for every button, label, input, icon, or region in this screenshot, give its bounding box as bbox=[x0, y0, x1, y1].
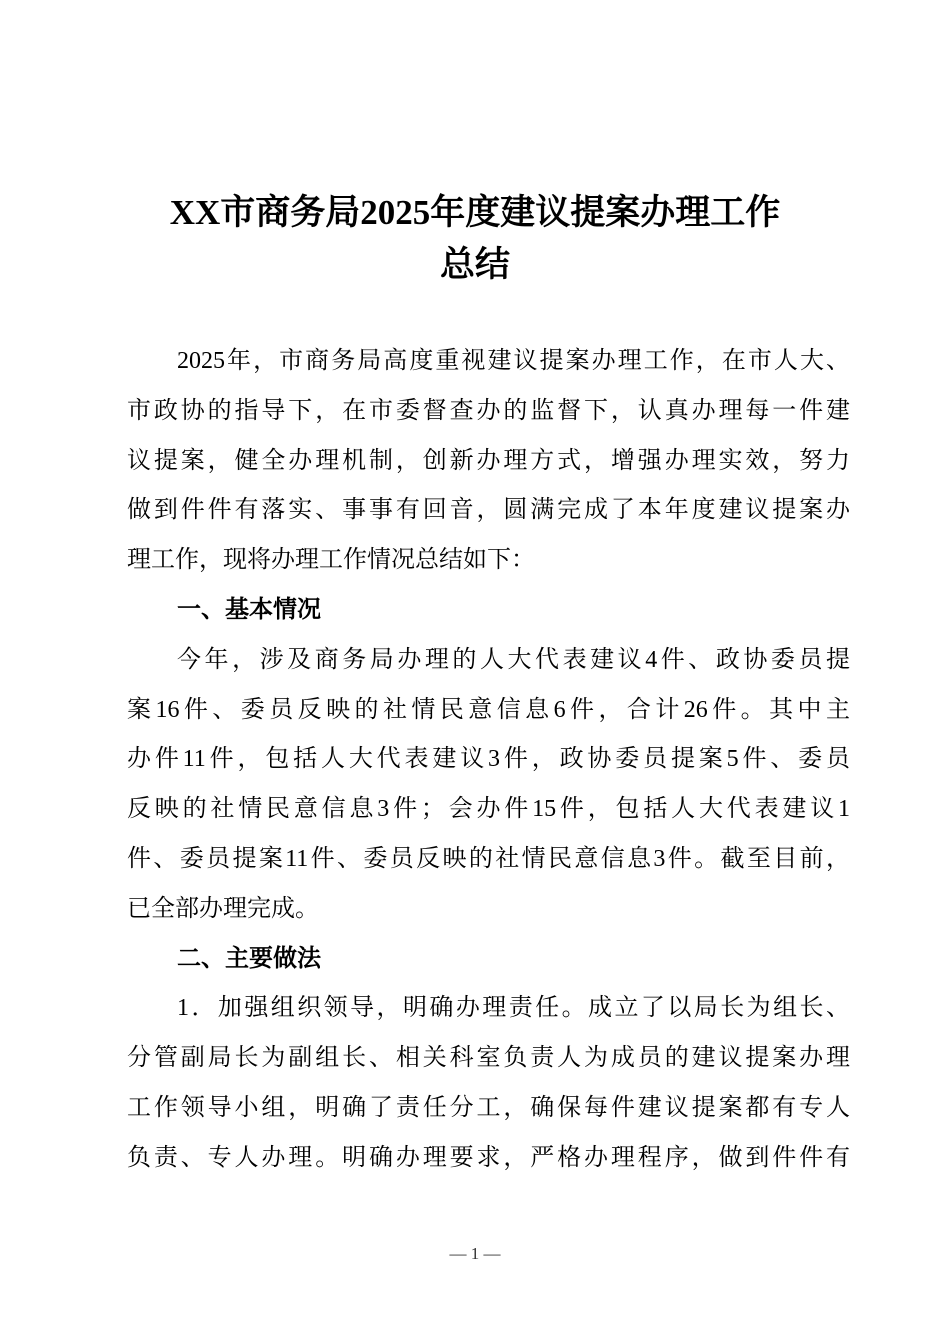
paragraph-line: 议提案，健全办理机制，创新办理方式，增强办理实效，努力 bbox=[127, 447, 850, 474]
paragraph-line: 工作领导小组，明确了责任分工，确保每件建议提案都有专人 bbox=[127, 1094, 850, 1121]
paragraph-line: 1．加强组织领导，明确办理责任。成立了以局长为组长、 bbox=[177, 995, 850, 1022]
paragraph-line: 今年，涉及商务局办理的人大代表建议4件、政协委员提 bbox=[177, 646, 850, 673]
paragraph-line: 分管副局长为副组长、相关科室负责人为成员的建议提案办理 bbox=[127, 1045, 850, 1072]
paragraph-line: 案16件、委员反映的社情民意信息6件，合计26件。其中主 bbox=[127, 696, 850, 723]
document-title-line-2: 总结 bbox=[439, 245, 510, 284]
document-body bbox=[127, 337, 850, 1184]
paragraph-line: 件、委员提案11件、委员反映的社情民意信息3件。截至目前， bbox=[127, 845, 850, 872]
section-heading: 一、基本情况 bbox=[177, 596, 321, 623]
page-number: — 1 — bbox=[449, 1244, 501, 1263]
paragraph-line: 做到件件有落实、事事有回音，圆满完成了本年度建议提案办 bbox=[127, 497, 850, 524]
section-heading: 二、主要做法 bbox=[177, 945, 321, 972]
paragraph-line: 市政协的指导下，在市委督查办的监督下，认真办理每一件建 bbox=[127, 397, 850, 424]
paragraph-line: 办件11件，包括人大代表建议3件，政协委员提案5件、委员 bbox=[127, 746, 850, 773]
paragraph-line: 反映的社情民意信息3件；会办件15件，包括人大代表建议1 bbox=[127, 796, 850, 823]
document-title-line-1: XX市商务局2025年度建议提案办理工作 bbox=[169, 193, 781, 232]
paragraph-line: 已全部办理完成。 bbox=[127, 895, 319, 922]
paragraph-line: 负责、专人办理。明确办理要求，严格办理程序，做到件件有 bbox=[127, 1144, 850, 1171]
paragraph-line: 2025年，市商务局高度重视建议提案办理工作，在市人大、 bbox=[177, 348, 850, 374]
paragraph-line: 理工作，现将办理工作情况总结如下： bbox=[127, 547, 535, 574]
